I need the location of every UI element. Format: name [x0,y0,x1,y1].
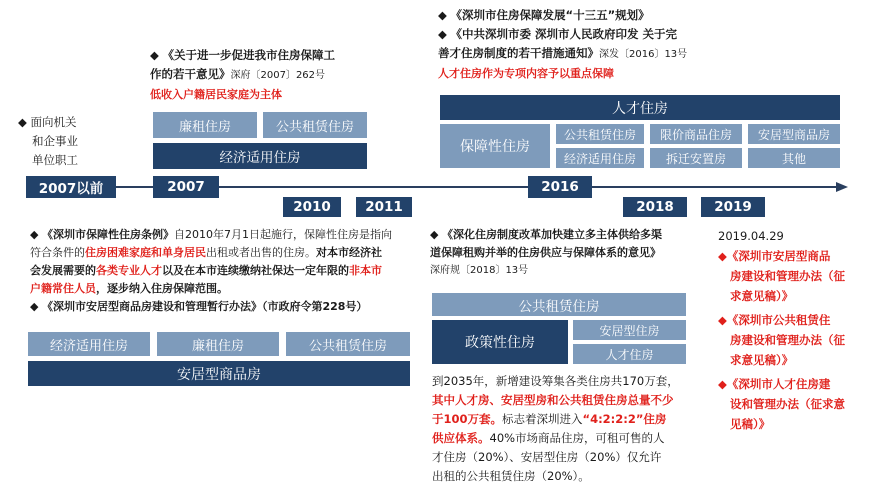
policy-2010-text [30,226,420,316]
policy-2019-item: 求意见稿）》 [730,289,794,303]
box-zhengce-2018: 政策性住房 [432,320,568,364]
policy-2019-item: 房建设和管理办法（征 [730,269,845,283]
box-lianzu-2007: 廉租住房 [153,112,257,138]
policy-2016-highlight: 人才住房作为专项内容予以重点保障 [438,67,614,80]
policy-2010-hl: 非本市 [349,264,382,277]
box-jingji-2010: 经济适用住房 [28,332,150,356]
policy-2019-item: 《深圳市安居型商品 [726,249,831,263]
box-baozhang-2016: 保障性住房 [440,124,550,168]
bar-rencai-2016: 人才住房 [440,95,840,120]
policy-2019-date: 2019.04.29 [718,229,784,243]
left-note-line: 单位职工 [32,153,78,167]
left-note-line: 面向机关 [30,115,77,129]
policy-2010-hl: 各类专业人才 [96,264,162,277]
policy-2019-item: 房建设和管理办法（征 [730,333,845,347]
policy-2010-hl: 户籍常住人员 [30,282,96,295]
policy-2019-item: 见稿）》 [730,417,771,431]
policy-2010-desc: 符合条件的 [30,246,85,259]
policy-2019-item: 《深圳市公共租赁住 [726,313,831,327]
stat-line: 出租的公共租赁住房（20%）。 [432,469,590,483]
policy-2010-desc: 自2010年7月1日起施行，保障性住房是指向 [173,228,392,241]
grid-2016-3: 经济适用住房 [556,148,644,168]
stat-hl: 供应体系。 [432,431,490,445]
bar-anju-2010: 安居型商品房 [28,361,410,386]
box-anju-2018: 安居型住房 [573,320,686,340]
policy-2010-desc: 出租或者出售的住房。 [206,246,316,259]
policy-2016-item2: 《中共深圳市委 深圳市人民政府印发 关于完 [450,27,678,41]
policy-2010-item2: 《深圳市安居型商品房建设和管理暂行办法》 [41,300,262,313]
bullet-icon: ◆ [30,228,39,241]
grid-2016-0: 公共租赁住房 [556,124,644,144]
grid-2016-1: 限价商品住房 [650,124,742,144]
bullet-icon: ◆ [18,115,27,129]
bar-gongzu-2018: 公共租赁住房 [432,293,686,316]
axis-arrow-icon [836,182,848,192]
policy-2010-desc: 会发展需要的 [30,264,96,277]
policy-2016-item2: 善才住房制度的若干措施通知》 [438,46,599,60]
policy-2007-docno: 深府〔2007〕262号 [230,70,326,81]
year-label-2019: 2019 [701,197,765,217]
grid-2016-2: 安居型商品房 [748,124,840,144]
year-label-2007: 2007 [153,176,219,198]
box-lianzu-2010: 廉租住房 [157,332,279,356]
bar-jingji-2007: 经济适用住房 [153,143,367,169]
box-gongzu-2007: 公共租赁住房 [263,112,367,138]
policy-2016-docno: 深发〔2016〕13号 [599,49,688,60]
policy-2010-hl: 住房困难家庭和单身居民 [85,246,206,259]
bullet-icon: ◆ [718,377,727,391]
policy-2018-title: 道保障租购并举的住房供应与保障体系的意见》 [430,246,661,259]
policy-2018-stat [432,372,712,486]
bullet-icon: ◆ [150,48,159,62]
box-gongzu-2010: 公共租赁住房 [286,332,410,356]
stat-hl: 于100万套。 [432,412,503,426]
stat-line: 到2035年，新增建设筹集各类住房共170万套， [432,374,679,388]
bullet-icon: ◆ [30,300,39,313]
year-label-2010: 2010 [283,197,341,217]
left-note-line: 和企事业 [32,134,78,148]
year-label-2018: 2018 [623,197,687,217]
policy-2010-desc: 对本市经济社 [316,246,382,259]
policy-2018-docno: 深府规〔2018〕13号 [430,265,529,276]
bullet-icon: ◆ [718,249,727,263]
policy-2010-desc: ，逐步纳入住房保障范围。 [96,282,228,295]
stat-line-hl: 其中人才房、安居型房和公共租赁住房总量不少 [432,393,674,407]
policy-2010-item2-no: （市政府令第228号） [261,300,368,313]
grid-2016-4: 拆迁安置房 [650,148,742,168]
grid-2016-5: 其他 [748,148,840,168]
stat-text: 40%市场商品住房，可租可售的人 [489,431,665,445]
policy-2019 [718,226,858,434]
bullet-icon: ◆ [438,8,447,22]
policy-2016-item1: 《深圳市住房保障发展“十三五”规划》 [450,8,650,22]
policy-2007-title: 作的若干意见》 [150,67,231,81]
policy-2019-item: 求意见稿）》 [730,353,794,367]
policy-2018-text [430,226,662,280]
stat-text: 标志着深圳进入 [502,412,583,426]
bullet-icon: ◆ [430,228,439,241]
bullet-icon: ◆ [718,313,727,327]
policy-2018-title: 《深化住房制度改革加快建立多主体供给多渠 [441,228,662,241]
policy-2010-desc: 以及在本市连续缴纳社保达一定年限的 [162,264,349,277]
year-label-2007-before: 2007以前 [26,176,116,198]
policy-2010-title: 《深圳市保障性住房条例》 [41,228,174,241]
year-label-2011: 2011 [356,197,412,217]
policy-2019-item: 《深圳市人才住房建 [726,377,831,391]
year-label-2016: 2016 [528,176,592,198]
policy-2007-highlight: 低收入户籍居民家庭为主体 [150,88,282,101]
stat-hl: “4:2:2:2”住房 [582,412,667,426]
box-rencai-2018: 人才住房 [573,344,686,364]
bullet-icon: ◆ [438,27,447,41]
policy-2007-title: 《关于进一步促进我市住房保障工 [162,48,336,62]
policy-2019-item: 设和管理办法（征求意 [730,397,845,411]
stat-line: 才住房（20%）、安居型住房（20%）仅允许 [432,450,662,464]
